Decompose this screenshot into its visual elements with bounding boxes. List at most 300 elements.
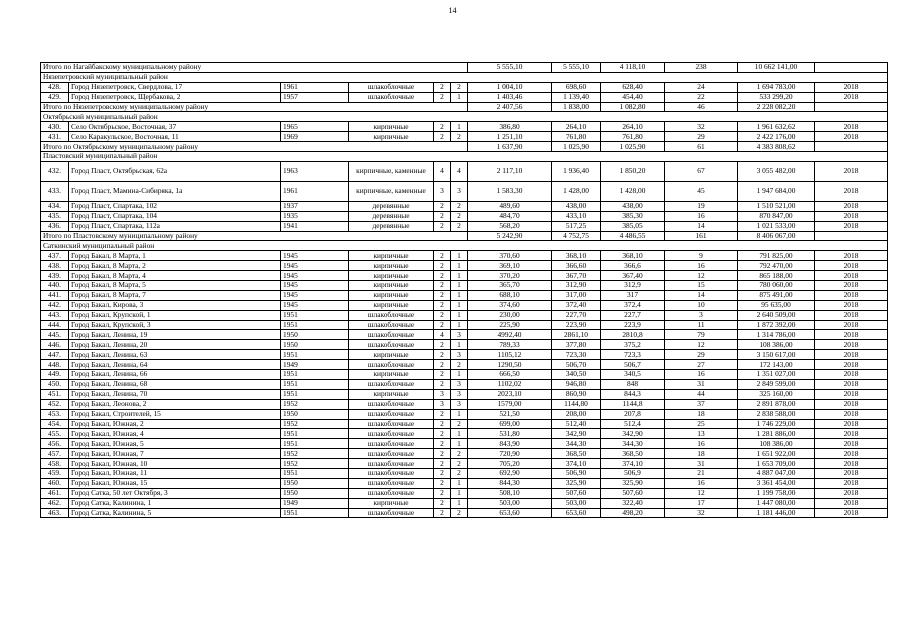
plan-year-cell: 2018 [815, 271, 888, 281]
row-number: 444. [41, 320, 69, 330]
address-cell: Город Пласт, Октябрьская, 62а [69, 161, 281, 181]
area-total-cell: 1102,02 [468, 379, 552, 389]
year-built-cell: 1945 [281, 281, 349, 291]
wall-material-cell: шлакоблочные [349, 92, 434, 102]
year-built-cell: 1952 [281, 459, 349, 469]
year-built-cell: 1951 [281, 320, 349, 330]
table-row [41, 340, 888, 350]
floors-cell: 2 [434, 320, 451, 330]
address-cell: Город Пласт, Спартака, 102 [69, 201, 281, 211]
plan-year-cell: 2018 [815, 92, 888, 102]
floors-cell: 2 [434, 132, 451, 142]
cost-cell: 2 838 588,00 [738, 409, 815, 419]
district-total-row [41, 102, 888, 112]
address-cell: Город Бакал, 8 Марта, 2 [69, 261, 281, 271]
year-built-cell: 1951 [281, 350, 349, 360]
plan-year-cell: 2018 [815, 251, 888, 261]
residents-cell: 45 [665, 181, 738, 201]
residents-cell: 18 [665, 449, 738, 459]
cost-cell: 1 314 786,00 [738, 330, 815, 340]
row-number: 437. [41, 251, 69, 261]
entrances-cell: 1 [451, 261, 468, 271]
floors-cell: 2 [434, 478, 451, 488]
plan-year-cell: 2018 [815, 161, 888, 181]
total-area-owned: 1 082,80 [601, 102, 665, 112]
table-row [41, 211, 888, 221]
district-total-row [41, 142, 888, 152]
residents-cell: 16 [665, 478, 738, 488]
total-residents: 238 [665, 63, 738, 73]
year-built-cell: 1949 [281, 498, 349, 508]
wall-material-cell: шлакоблочные [349, 320, 434, 330]
residents-cell: 13 [665, 429, 738, 439]
area-residential-cell: 223,90 [552, 320, 601, 330]
cost-cell: 870 847,00 [738, 211, 815, 221]
total-area-residential: 4 752,75 [552, 231, 601, 241]
area-total-cell: 508,10 [468, 488, 552, 498]
floors-cell: 2 [434, 201, 451, 211]
row-number: 461. [41, 488, 69, 498]
total-area-owned: 1 025,90 [601, 142, 665, 152]
floors-cell: 2 [434, 82, 451, 92]
wall-material-cell: кирпичные [349, 251, 434, 261]
year-built-cell: 1945 [281, 290, 349, 300]
cost-cell: 1 947 684,00 [738, 181, 815, 201]
cost-cell: 865 188,00 [738, 271, 815, 281]
wall-material-cell: кирпичные [349, 122, 434, 132]
area-owned-cell: 372,4 [601, 300, 665, 310]
year-built-cell: 1957 [281, 92, 349, 102]
area-residential-cell: 312,90 [552, 281, 601, 291]
plan-year-cell: 2018 [815, 419, 888, 429]
table-row [41, 122, 888, 132]
area-owned-cell: 1 850,20 [601, 161, 665, 181]
address-cell: Город Бакал, Леонова, 2 [69, 399, 281, 409]
total-area-total: 1 637,90 [468, 142, 552, 152]
area-owned-cell: 223,9 [601, 320, 665, 330]
address-cell: Село Октябрьское, Восточная, 37 [69, 122, 281, 132]
cost-cell: 95 635,00 [738, 300, 815, 310]
table-row [41, 468, 888, 478]
address-cell: Город Бакал, Южная, 5 [69, 439, 281, 449]
floors-cell: 2 [434, 340, 451, 350]
residents-cell: 29 [665, 350, 738, 360]
floors-cell: 2 [434, 310, 451, 320]
address-cell: Город Бакал, Строителей, 15 [69, 409, 281, 419]
table-row [41, 310, 888, 320]
entrances-cell: 2 [451, 360, 468, 370]
floors-cell: 2 [434, 271, 451, 281]
entrances-cell: 3 [451, 330, 468, 340]
year-built-cell: 1951 [281, 389, 349, 399]
area-total-cell: 531,80 [468, 429, 552, 439]
floors-cell: 2 [434, 508, 451, 518]
floors-cell: 2 [434, 281, 451, 291]
row-number: 435. [41, 211, 69, 221]
plan-year-cell: 2018 [815, 281, 888, 291]
address-cell: Город Бакал, Крупской, 1 [69, 310, 281, 320]
total-area-residential: 1 025,90 [552, 142, 601, 152]
table-row [41, 350, 888, 360]
table-row [41, 360, 888, 370]
area-residential-cell: 368,50 [552, 449, 601, 459]
table-row [41, 508, 888, 518]
year-built-cell: 1950 [281, 488, 349, 498]
residents-cell: 44 [665, 389, 738, 399]
area-residential-cell: 723,30 [552, 350, 601, 360]
plan-year-cell: 2018 [815, 459, 888, 469]
section-header-row [41, 72, 888, 82]
area-total-cell: 225,90 [468, 320, 552, 330]
row-number: 460. [41, 478, 69, 488]
plan-year-cell: 2018 [815, 399, 888, 409]
residents-cell: 37 [665, 399, 738, 409]
entrances-cell: 1 [451, 251, 468, 261]
row-number: 430. [41, 122, 69, 132]
cost-cell: 1 961 632,62 [738, 122, 815, 132]
residents-cell: 16 [665, 439, 738, 449]
area-residential-cell: 1 936,40 [552, 161, 601, 181]
area-residential-cell: 653,60 [552, 508, 601, 518]
wall-material-cell: кирпичные, каменные [349, 181, 434, 201]
residents-cell: 18 [665, 409, 738, 419]
table-row [41, 419, 888, 429]
residents-cell: 19 [665, 201, 738, 211]
address-cell: Город Бакал, Южная, 7 [69, 449, 281, 459]
area-residential-cell: 344,30 [552, 439, 601, 449]
table-row [41, 82, 888, 92]
plan-year-cell: 2018 [815, 508, 888, 518]
section-header-row [41, 241, 888, 251]
area-owned-cell: 2810,8 [601, 330, 665, 340]
section-title: Саткинский муниципальный район [41, 241, 888, 251]
plan-year-cell: 2018 [815, 122, 888, 132]
area-owned-cell: 367,40 [601, 271, 665, 281]
row-number: 428. [41, 82, 69, 92]
row-number: 434. [41, 201, 69, 211]
wall-material-cell: кирпичные [349, 300, 434, 310]
residents-cell: 16 [665, 211, 738, 221]
area-owned-cell: 848 [601, 379, 665, 389]
year-built-cell: 1961 [281, 181, 349, 201]
area-total-cell: 365,70 [468, 281, 552, 291]
entrances-cell: 3 [451, 181, 468, 201]
year-built-cell: 1969 [281, 132, 349, 142]
cost-cell: 108 386,00 [738, 439, 815, 449]
area-total-cell: 1105,12 [468, 350, 552, 360]
residents-cell: 31 [665, 459, 738, 469]
residents-cell: 79 [665, 330, 738, 340]
area-total-cell: 1 004,10 [468, 82, 552, 92]
address-cell: Город Бакал, 8 Марта, 1 [69, 251, 281, 261]
residents-cell: 12 [665, 340, 738, 350]
row-number: 432. [41, 161, 69, 181]
area-owned-cell: 761,80 [601, 132, 665, 142]
area-total-cell: 692,90 [468, 468, 552, 478]
residents-cell: 21 [665, 468, 738, 478]
residents-cell: 10 [665, 300, 738, 310]
area-residential-cell: 372,40 [552, 300, 601, 310]
row-number: 459. [41, 468, 69, 478]
entrances-cell: 1 [451, 498, 468, 508]
area-total-cell: 789,33 [468, 340, 552, 350]
address-cell: Город Бакал, Южная, 11 [69, 468, 281, 478]
row-number: 463. [41, 508, 69, 518]
table-row [41, 370, 888, 380]
plan-year-cell: 2018 [815, 290, 888, 300]
residents-cell: 16 [665, 370, 738, 380]
area-total-cell: 230,00 [468, 310, 552, 320]
floors-cell: 2 [434, 449, 451, 459]
wall-material-cell: шлакоблочные [349, 360, 434, 370]
entrances-cell: 3 [451, 350, 468, 360]
area-residential-cell: 325,90 [552, 478, 601, 488]
year-built-cell: 1950 [281, 478, 349, 488]
year-built-cell: 1961 [281, 82, 349, 92]
area-total-cell: 369,10 [468, 261, 552, 271]
area-owned-cell: 628,40 [601, 82, 665, 92]
area-residential-cell: 433,10 [552, 211, 601, 221]
district-total-row [41, 63, 888, 73]
wall-material-cell: шлакоблочные [349, 340, 434, 350]
wall-material-cell: кирпичные [349, 271, 434, 281]
residents-cell: 14 [665, 221, 738, 231]
address-cell: Город Нязепетровск, Свердлова, 17 [69, 82, 281, 92]
row-number: 457. [41, 449, 69, 459]
wall-material-cell: деревянные [349, 201, 434, 211]
row-number: 431. [41, 132, 69, 142]
year-built-cell: 1951 [281, 508, 349, 518]
address-cell: Город Пласт, Мамина-Сибиряка, 1а [69, 181, 281, 201]
total-area-total: 5 555,10 [468, 63, 552, 73]
address-cell: Город Бакал, 8 Марта, 4 [69, 271, 281, 281]
total-label: Итого по Нагайбакскому муниципальному району [41, 63, 468, 73]
cost-cell: 533 299,20 [738, 92, 815, 102]
total-cost: 2 228 082,20 [738, 102, 815, 112]
plan-year-cell: 2018 [815, 340, 888, 350]
wall-material-cell: шлакоблочные [349, 399, 434, 409]
area-residential-cell: 761,80 [552, 132, 601, 142]
area-owned-cell: 507,60 [601, 488, 665, 498]
cost-cell: 1 281 886,00 [738, 429, 815, 439]
wall-material-cell: шлакоблочные [349, 330, 434, 340]
entrances-cell: 4 [451, 161, 468, 181]
entrances-cell: 1 [451, 370, 468, 380]
entrances-cell: 2 [451, 201, 468, 211]
cost-cell: 1 746 229,00 [738, 419, 815, 429]
address-cell: Город Нязепетровск, Щербакова, 2 [69, 92, 281, 102]
total-empty-cell [815, 63, 888, 73]
area-residential-cell: 860,90 [552, 389, 601, 399]
area-total-cell: 844,30 [468, 478, 552, 488]
plan-year-cell: 2018 [815, 310, 888, 320]
residents-cell: 32 [665, 508, 738, 518]
area-total-cell: 386,80 [468, 122, 552, 132]
plan-year-cell: 2018 [815, 350, 888, 360]
table-row [41, 261, 888, 271]
table-row [41, 478, 888, 488]
table-row [41, 498, 888, 508]
year-built-cell: 1951 [281, 370, 349, 380]
area-residential-cell: 698,60 [552, 82, 601, 92]
area-owned-cell: 366,6 [601, 261, 665, 271]
entrances-cell: 2 [451, 449, 468, 459]
area-residential-cell: 946,80 [552, 379, 601, 389]
address-cell: Город Бакал, 8 Марта, 7 [69, 290, 281, 300]
address-cell: Город Бакал, Южная, 10 [69, 459, 281, 469]
area-owned-cell: 368,10 [601, 251, 665, 261]
row-number: 447. [41, 350, 69, 360]
area-total-cell: 699,00 [468, 419, 552, 429]
wall-material-cell: шлакоблочные [349, 379, 434, 389]
row-number: 446. [41, 340, 69, 350]
wall-material-cell: кирпичные [349, 290, 434, 300]
area-residential-cell: 438,00 [552, 201, 601, 211]
table-row [41, 320, 888, 330]
year-built-cell: 1952 [281, 449, 349, 459]
entrances-cell: 2 [451, 419, 468, 429]
area-total-cell: 1 251,10 [468, 132, 552, 142]
housing-register-table [40, 62, 888, 518]
entrances-cell: 1 [451, 271, 468, 281]
residents-cell: 3 [665, 310, 738, 320]
total-area-owned: 4 486,55 [601, 231, 665, 241]
residents-cell: 15 [665, 281, 738, 291]
residents-cell: 67 [665, 161, 738, 181]
area-total-cell: 1 583,30 [468, 181, 552, 201]
section-header-row [41, 152, 888, 162]
plan-year-cell: 2018 [815, 379, 888, 389]
cost-cell: 1 651 922,00 [738, 449, 815, 459]
year-built-cell: 1952 [281, 419, 349, 429]
address-cell: Город Бакал, Кирова, 3 [69, 300, 281, 310]
year-built-cell: 1945 [281, 300, 349, 310]
table-row [41, 439, 888, 449]
table-row [41, 221, 888, 231]
floors-cell: 2 [434, 221, 451, 231]
wall-material-cell: кирпичные [349, 132, 434, 142]
total-residents: 161 [665, 231, 738, 241]
area-residential-cell: 506,90 [552, 468, 601, 478]
area-owned-cell: 454,40 [601, 92, 665, 102]
row-number: 451. [41, 389, 69, 399]
plan-year-cell: 2018 [815, 360, 888, 370]
row-number: 462. [41, 498, 69, 508]
plan-year-cell: 2018 [815, 330, 888, 340]
year-built-cell: 1945 [281, 251, 349, 261]
area-total-cell: 503,00 [468, 498, 552, 508]
year-built-cell: 1951 [281, 439, 349, 449]
address-cell: Город Бакал, Южная, 15 [69, 478, 281, 488]
area-residential-cell: 368,10 [552, 251, 601, 261]
cost-cell: 2 640 509,00 [738, 310, 815, 320]
residents-cell: 29 [665, 132, 738, 142]
row-number: 449. [41, 370, 69, 380]
cost-cell: 780 060,00 [738, 281, 815, 291]
area-owned-cell: 385,30 [601, 211, 665, 221]
total-area-total: 5 242,90 [468, 231, 552, 241]
entrances-cell: 3 [451, 379, 468, 389]
total-cost: 10 662 141,00 [738, 63, 815, 73]
entrances-cell: 1 [451, 281, 468, 291]
table-row [41, 281, 888, 291]
address-cell: Город Бакал, Ленина, 68 [69, 379, 281, 389]
residents-cell: 12 [665, 271, 738, 281]
cost-cell: 1 351 027,00 [738, 370, 815, 380]
entrances-cell: 3 [451, 399, 468, 409]
area-residential-cell: 367,70 [552, 271, 601, 281]
address-cell: Город Пласт, Спартака, 104 [69, 211, 281, 221]
area-total-cell: 666,50 [468, 370, 552, 380]
residents-cell: 32 [665, 122, 738, 132]
cost-cell: 4 887 047,00 [738, 468, 815, 478]
area-owned-cell: 342,90 [601, 429, 665, 439]
table-row [41, 429, 888, 439]
entrances-cell: 1 [451, 320, 468, 330]
residents-cell: 27 [665, 360, 738, 370]
area-residential-cell: 1 428,00 [552, 181, 601, 201]
area-total-cell: 705,20 [468, 459, 552, 469]
table-row [41, 330, 888, 340]
wall-material-cell: шлакоблочные [349, 439, 434, 449]
area-owned-cell: 368,50 [601, 449, 665, 459]
wall-material-cell: кирпичные [349, 498, 434, 508]
plan-year-cell: 2018 [815, 320, 888, 330]
area-total-cell: 2 117,10 [468, 161, 552, 181]
wall-material-cell: деревянные [349, 211, 434, 221]
section-title: Пластовский муниципальный район [41, 152, 888, 162]
cost-cell: 3 361 454,00 [738, 478, 815, 488]
row-number: 456. [41, 439, 69, 449]
wall-material-cell: деревянные [349, 221, 434, 231]
area-owned-cell: 723,3 [601, 350, 665, 360]
area-residential-cell: 227,70 [552, 310, 601, 320]
residents-cell: 24 [665, 82, 738, 92]
floors-cell: 2 [434, 488, 451, 498]
area-owned-cell: 438,00 [601, 201, 665, 211]
address-cell: Город Бакал, Южная, 2 [69, 419, 281, 429]
plan-year-cell: 2018 [815, 201, 888, 211]
area-total-cell: 688,10 [468, 290, 552, 300]
total-label: Итого по Нязепетровскому муниципальному району [41, 102, 468, 112]
area-total-cell: 2023,10 [468, 389, 552, 399]
area-total-cell: 1 403,46 [468, 92, 552, 102]
table-row [41, 271, 888, 281]
wall-material-cell: кирпичные [349, 261, 434, 271]
total-residents: 46 [665, 102, 738, 112]
total-empty-cell [815, 142, 888, 152]
area-owned-cell: 506,9 [601, 468, 665, 478]
year-built-cell: 1951 [281, 429, 349, 439]
area-total-cell: 653,60 [468, 508, 552, 518]
row-number: 436. [41, 221, 69, 231]
total-area-total: 2 407,56 [468, 102, 552, 112]
floors-cell: 2 [434, 350, 451, 360]
wall-material-cell: шлакоблочные [349, 459, 434, 469]
area-residential-cell: 208,00 [552, 409, 601, 419]
year-built-cell: 1963 [281, 161, 349, 181]
row-number: 439. [41, 271, 69, 281]
district-total-row [41, 231, 888, 241]
plan-year-cell: 2018 [815, 132, 888, 142]
residents-cell: 31 [665, 379, 738, 389]
area-owned-cell: 340,5 [601, 370, 665, 380]
wall-material-cell: кирпичные [349, 350, 434, 360]
total-area-residential: 1 838,00 [552, 102, 601, 112]
address-cell: Город Бакал, Южная, 4 [69, 429, 281, 439]
row-number: 454. [41, 419, 69, 429]
area-residential-cell: 503,00 [552, 498, 601, 508]
